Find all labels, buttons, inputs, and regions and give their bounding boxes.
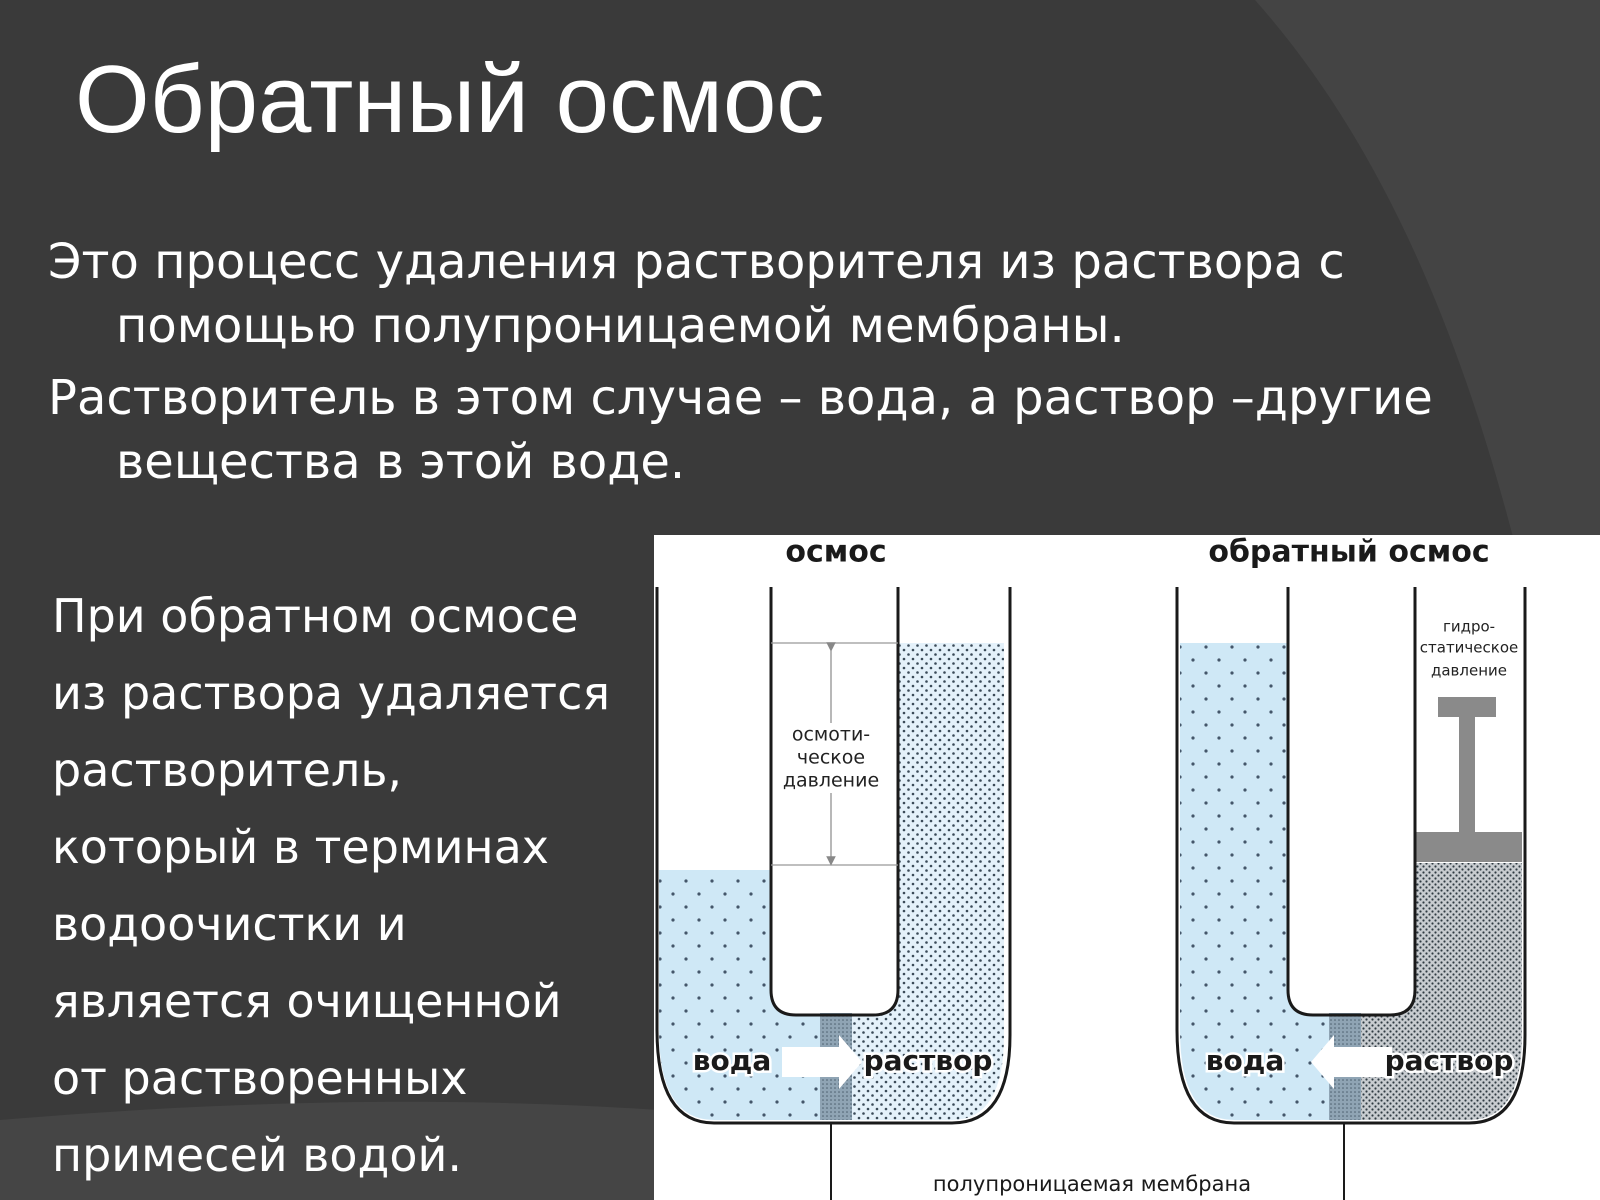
side-text: При обратном осмосе из раствора удаляется растворитель, который в терминах водоочистки и является очищенной от растворенных примесей водой. [52,589,611,1182]
hydrostatic-pressure-line-3: давление [1430,661,1508,680]
hydrostatic-pressure-line-1: гидро- [1442,617,1496,636]
osmosis-tube [657,587,1010,1123]
slide-title: Обратный осмос [75,46,825,153]
osmosis-diagram [654,535,1600,1200]
paragraph-definition: Это процесс удаления растворителя из раствора с помощью полупроницаемой мембраны. [48,234,1345,354]
osmotic-pressure-line-3: давление [782,769,880,792]
hydrostatic-pressure-line-2: статическое [1419,638,1519,657]
osmosis-water-label: вода [692,1044,772,1077]
osmosis-title: осмос [785,535,887,570]
reverse-osmosis-title: обратный осмос [1208,535,1490,570]
reverse-osmosis-water-label: вода [1205,1044,1285,1077]
osmotic-pressure-line-1: осмоти- [791,723,871,746]
reverse-osmosis-solution-label: раствор [1384,1044,1514,1077]
piston [1416,832,1522,862]
paragraph-solvent: Растворитель в этом случае – вода, а раствор –другие вещества в этой воде. [48,370,1433,490]
membrane-label: полупроницаемая мембрана [932,1172,1252,1196]
osmosis-solution-label: раствор [863,1044,993,1077]
osmotic-pressure-line-2: ческое [796,746,866,769]
